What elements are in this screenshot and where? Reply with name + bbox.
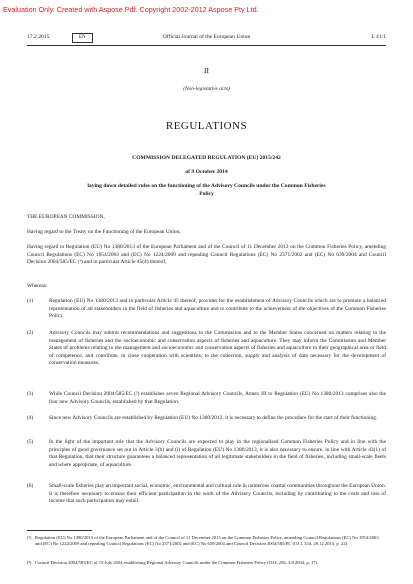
footnote-text: Regulation (EU) No 1380/2013 of the European Parliament and of the Council of 11 December 2013 on the Common Fisheries Policy, amending Council Regulations (EC) No 1954/2003 and (EC) No 1224/2009 and repealing Council Regulations (EC) No 2371/2002 and (EC) No 639/2004 and Council Decision 2004/585/EC (OJ L 354, 28.12.2013, p. 22). [35, 535, 379, 546]
treaty-line: Having regard to the Treaty on the Functioning of the European Union, [27, 229, 181, 235]
page-header [27, 34, 386, 44]
recital-text: Advisory Councils may submit recommendations and suggestions to the Commission and to the Member States concerned on matters relating to the management of fisheries and the socioeconomic and conservation aspects of fisheries and aquaculture. They may inform the Commission and Member States of problems relating to the management and socioeconomic and conservation aspects of fisheries and aquaculture in their geographical area or field of competence, and contribute, in close cooperation with scientists, to the collection, supply and analysis of data necessary for the development of conservation measures. [49, 330, 386, 366]
recital-text: In the light of the important role that the Advisory Councils are expected to play in the regionalised Common Fisheries Policy and in line with the principles of good governance set out in Article 3(h) and (i) of Regulation (EU) No 1380/2013, it is also necessary to ensure, in line with Article 43(1) of that Regulation, that their structure guarantees a balanced representation of all legitimate stakeholders in the field of fisheries, including small-scale fleets and where appropriate, of aquaculture. [49, 439, 386, 468]
footnote-text: Council Decision 2004/585/EC of 19 July 2004 establishing Regional Advisory Councils under the Common Fisheries Policy (OJ L 256, 3.8.2004, p. 17). [35, 560, 319, 565]
recital-number: (5) [27, 439, 34, 445]
recital-number: (3) [27, 391, 34, 397]
language-badge: EN [72, 33, 93, 43]
section-numeral: II [204, 66, 209, 75]
regulation-title: COMMISSION DELEGATED REGULATION (EU) 2015/242 [132, 155, 281, 161]
regulation-subject: laying down detailed rules on the functioning of the Advisory Councils under the Common Fisheries Policy [87, 183, 326, 197]
page-reference: L 41/1 [371, 34, 386, 40]
footnote-marker: (¹) [27, 535, 32, 540]
header-rule [27, 45, 386, 46]
journal-title: Official Journal of the European Union [162, 34, 251, 40]
recital-number: (2) [27, 330, 34, 336]
header-date: 17.2.2015 [27, 34, 50, 40]
recital-text: Small-scale fisheries play an important social, economic, environmental and cultural role in numerous coastal communities throughout the European Union. It is therefore necessary to ensure their efficient participation in the work of the Advisory Councils, including by contributing to the costs and loss of income that such participation may entail. [49, 483, 386, 504]
recital-text: Regulation (EU) No 1380/2013 and in particular Article 45 thereof, provides for the establishment of Advisory Councils which are to promote a balanced representation of all stakeholders in the field of fisheries and aquaculture and to contribute to the achievement of the objectives of the Common Fisheries Policy. [49, 298, 386, 319]
whereas-line: Whereas: [27, 283, 48, 289]
recital-number: (4) [27, 415, 34, 421]
footnote-rule [27, 530, 92, 531]
recital-number: (6) [27, 483, 34, 489]
watermark-text: Evaluation Only. Created with Aspose.Pdf. Copyright 2002-2012 Aspose Pty Ltd. [3, 5, 259, 14]
page-heading: REGULATIONS [165, 120, 248, 132]
section-note: (Non-legislative acts) [183, 86, 230, 92]
footnote-marker: (²) [27, 560, 32, 565]
recital-text: Since new Advisory Councils are established by Regulation (EU) No 1380/2013, it is necessary to define the procedure for the start of their functioning. [49, 415, 378, 421]
regard-paragraph: Having regard to Regulation (EU) No 1380/2013 of the European Parliament and of the Council of 11 December 2013 on the Common Fisheries Policy, amending Council Regulations (EC) No 1954/2003 and (EC) No 1224/2009 and repealing Council Regulations (EC) No 2371/2002 and (EC) No 639/2004 and Council Decision 2004/585/EC (¹) and in particular Article 45(4) thereof, [27, 244, 386, 265]
recital-number: (1) [27, 298, 34, 304]
commission-line: THE EUROPEAN COMMISSION, [27, 214, 105, 220]
recital-text: While Council Decision 2004/585/EC (²) establishes seven Regional Advisory Councils, Annex III to Regulation (EU) No 1380/2013 comprises also the four new Advisory Councils, established by that Regulation. [49, 391, 386, 405]
regulation-date: of 9 October 2014 [185, 169, 228, 175]
